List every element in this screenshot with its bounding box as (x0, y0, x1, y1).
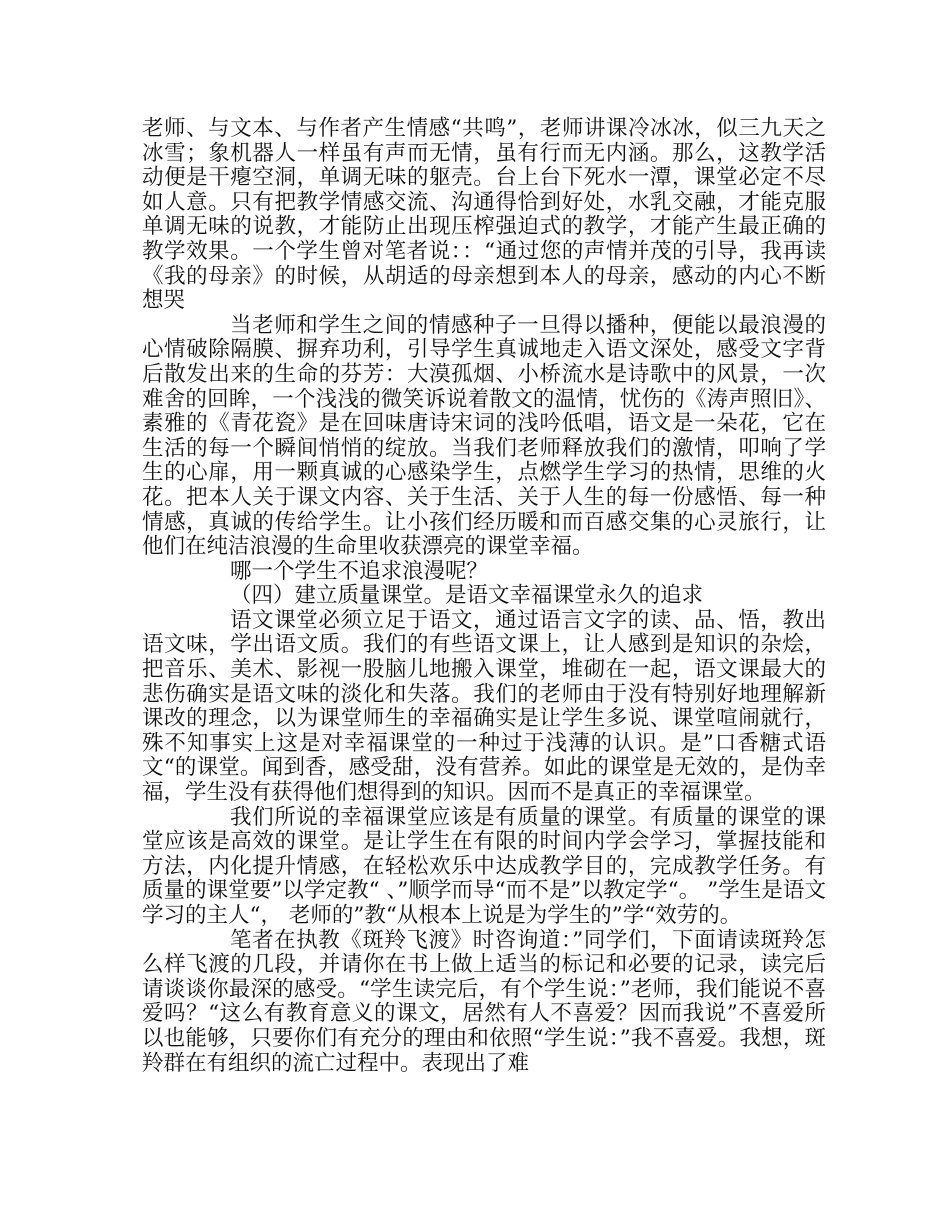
paragraph-emotion-seed: 当老师和学生之间的情感种子一旦得以播种，便能以最浪漫的心情破除隔膜、摒弃功利，引导学生真诚地走入语文深处，感受文字背后散发出来的生命的芬芳：大漠孤烟、小桥流水是诗歌中的风景，一次难舍的回眸，一个浅浅的微笑诉说着散文的温情，忧伤的《涛声照旧》、素雅的《青花瓷》是在回味唐诗宋词的浅吟低唱，语文是一朵花，它在生活的每一个瞬间悄悄的绽放。当我们老师释放我们的激情，叩响了学生的心扉，用一颗真诚的心感染学生，点燃学生学习的热情，思维的火花。把本人关于课文内容、关于生活、关于人生的每一份感悟、每一种情感，真诚的传给学生。让小孩们经历暖和而百感交集的心灵旅行，让他们在纯洁浪漫的生命里收获漂亮的课堂幸福。 (142, 312, 826, 560)
paragraph-romance-question: 哪一个学生不追求浪漫呢？ (230, 558, 489, 584)
paragraph-continuation: 老师、与文本、与作者产生情感“共鸣”，老师讲课冷冰冰，似三九天之冰雪；象机器人一样虽有声而无情，虽有行而无内涵。那么，这教学活动便是干瘪空洞，单调无味的躯壳。台上台下死水一潭，课堂必定不尽如人意。只有把教学情感交流、沟通得恰到好处，水乳交融，才能克服单调无味的说教，才能防止出现压榨强迫式的教学，才能产生最正确的教学效果。一个学生曾对笔者说：：“通过您的声情并茂的引导，我再读《我的母亲》的时候，从胡适的母亲想到本人的母亲，感动的内心不断想哭 (142, 116, 826, 314)
section-heading-4: （四）建立质量课堂。是语文幸福课堂永久的追求 (230, 583, 704, 609)
document-page (142, 117, 826, 1076)
paragraph-quality-class: 我们所说的幸福课堂应该是有质量的课堂。有质量的课堂的课堂应该是高效的课堂。是让学生在有限的时间内学会学习，掌握技能和方法，内化提升情感，在轻松欢乐中达成教学目的，完成教学任务。有质量的课堂要”以学定教“ 、”顺学而导“而不是”以教定学“。 ”学生是语文学习的主人“， 老师的”教“从根本上说是为学生的”学“效劳的。 (142, 804, 826, 928)
paragraph-chinese-class: 语文课堂必须立足于语文，通过语言文字的读、品、悟，教出语文味，学出语文质。我们的有些语文课上，让人感到是知识的杂烩，把音乐、美术、影视一股脑儿地搬入课堂，堆砌在一起，语文课最大的悲伤确实是语文味的淡化和失落。我们的老师由于没有特别好地理解新课改的理念，以为课堂师生的幸福确实是让学生多说、课堂喧闹就行，殊不知事实上这是对幸福课堂的一种过于浅薄的认识。是”口香糖式语文“的课堂。闻到香，感受甜，没有营养。如此的课堂是无效的，是伪幸福，学生没有获得他们想得到的知识。因而不是真正的幸福课堂。 (142, 607, 826, 806)
paragraph-antelope-example: 笔者在执教《斑羚飞渡》时咨询道：”同学们，下面请读斑羚怎么样飞渡的几段，并请你在书上做上适当的标记和必要的记录，读完后请谈谈你最深的感受。“学生读完后，有个学生说：”老师，我们能说不喜爱吗？“这么有教育意义的课文，居然有人不喜爱？因而我说”不喜爱所以也能够，只要你们有充分的理由和依照“学生说：”我不喜爱。我想，斑羚群在有组织的流亡过程中。表现出了难 (142, 927, 826, 1076)
